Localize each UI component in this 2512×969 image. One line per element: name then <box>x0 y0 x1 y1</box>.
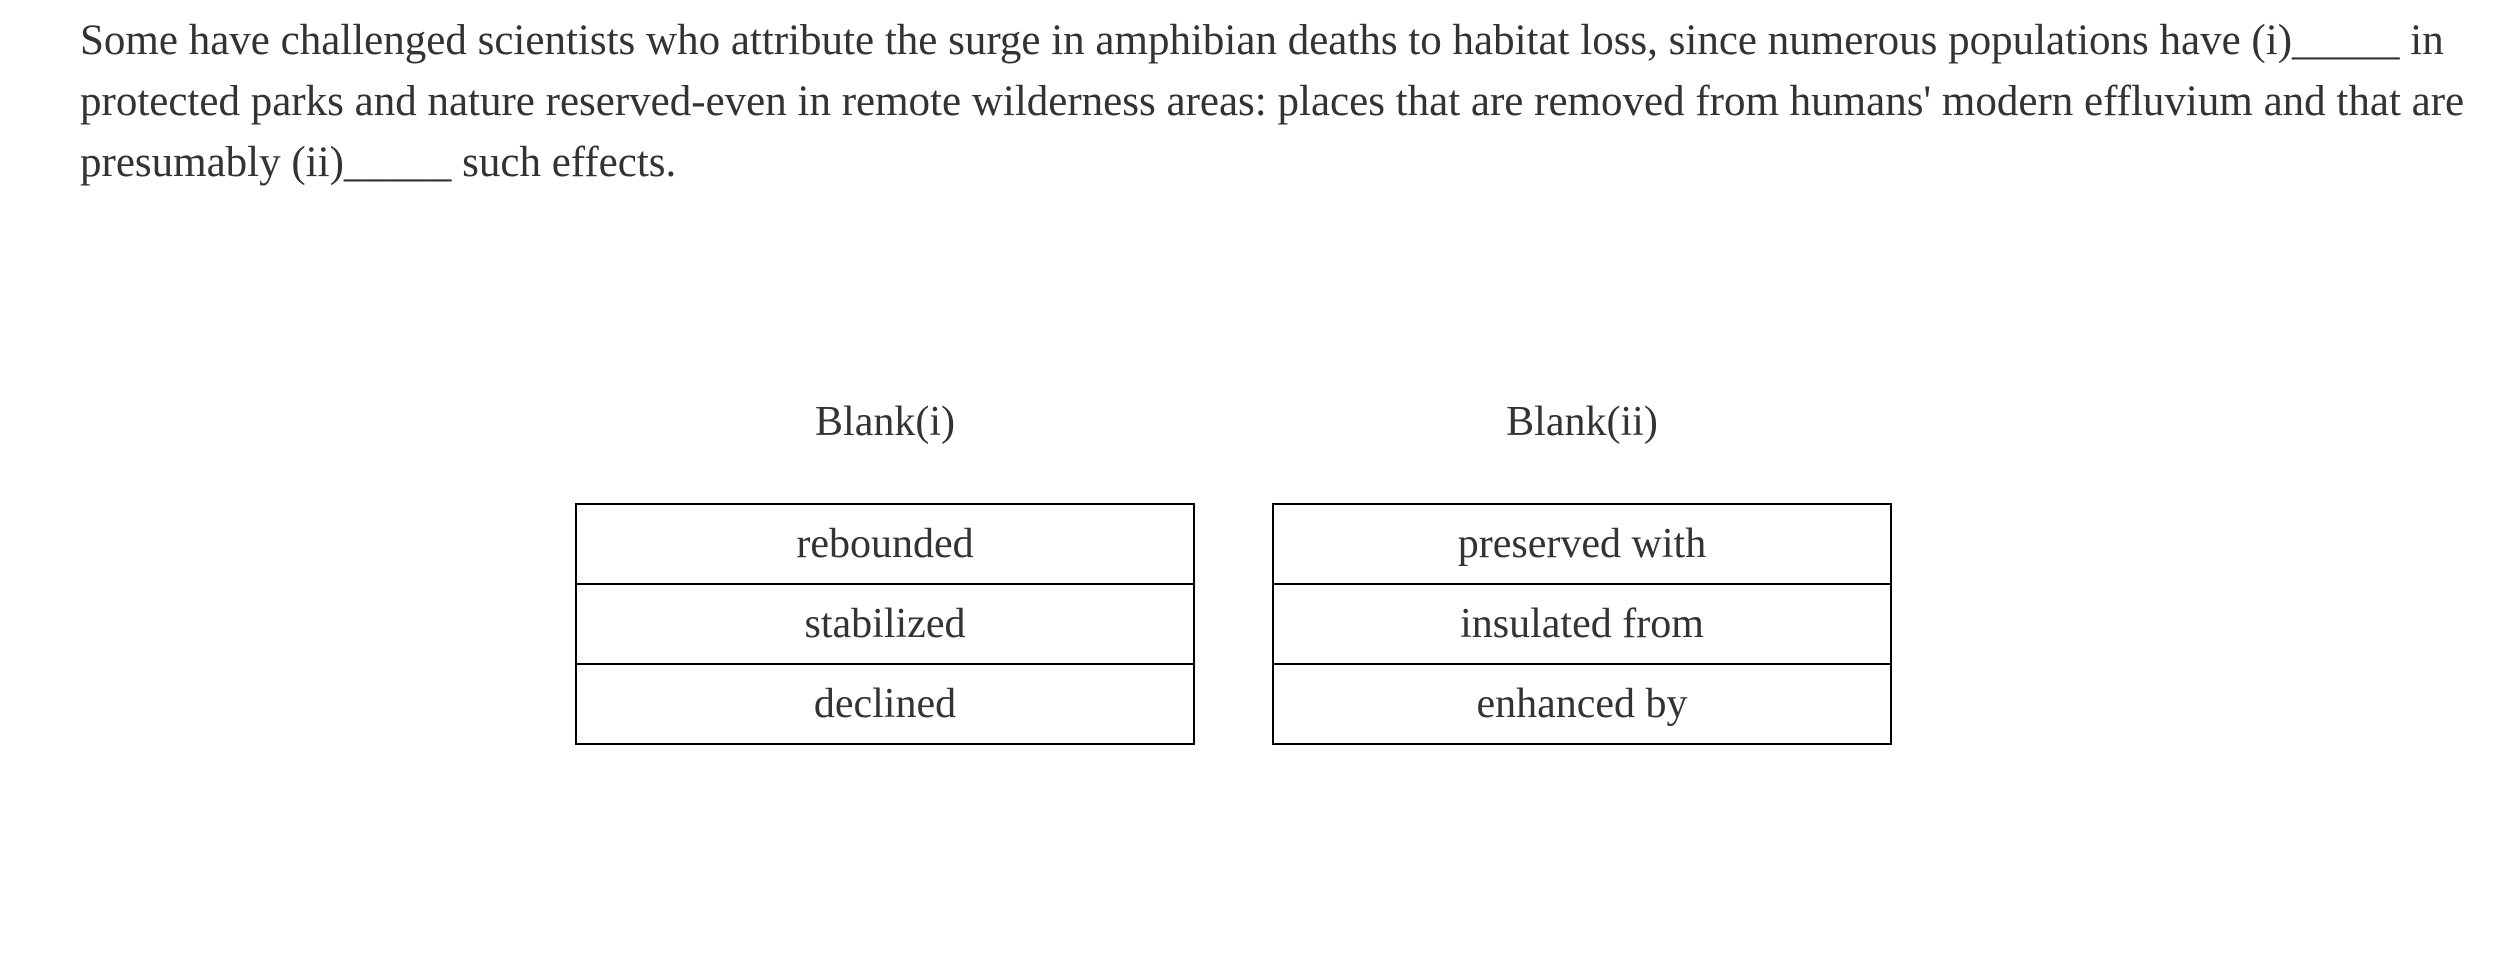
blank-ii-options <box>1272 503 1892 745</box>
blank-i-option[interactable]: rebounded <box>576 504 1194 584</box>
blank-i-option[interactable]: declined <box>576 664 1194 744</box>
blank-i-option[interactable]: stabilized <box>576 584 1194 664</box>
blank-i-options <box>575 503 1195 745</box>
question-passage: Some have challenged scientists who attribute the surge in amphibian deaths to habitat loss, since numerous populations have (i)_____ in protected parks and nature reserved-even in remote wilderness areas: places that are removed from humans' modern effluvium and that are presumably (ii)_____ such effects. <box>80 17 2465 186</box>
blank-ii-option[interactable]: enhanced by <box>1273 664 1891 744</box>
blank-i-header: Blank(i) <box>815 399 955 445</box>
blank-ii-option[interactable]: insulated from <box>1273 584 1891 664</box>
blank-ii-header: Blank(ii) <box>1506 399 1658 445</box>
blank-ii-option[interactable]: preserved with <box>1273 504 1891 584</box>
